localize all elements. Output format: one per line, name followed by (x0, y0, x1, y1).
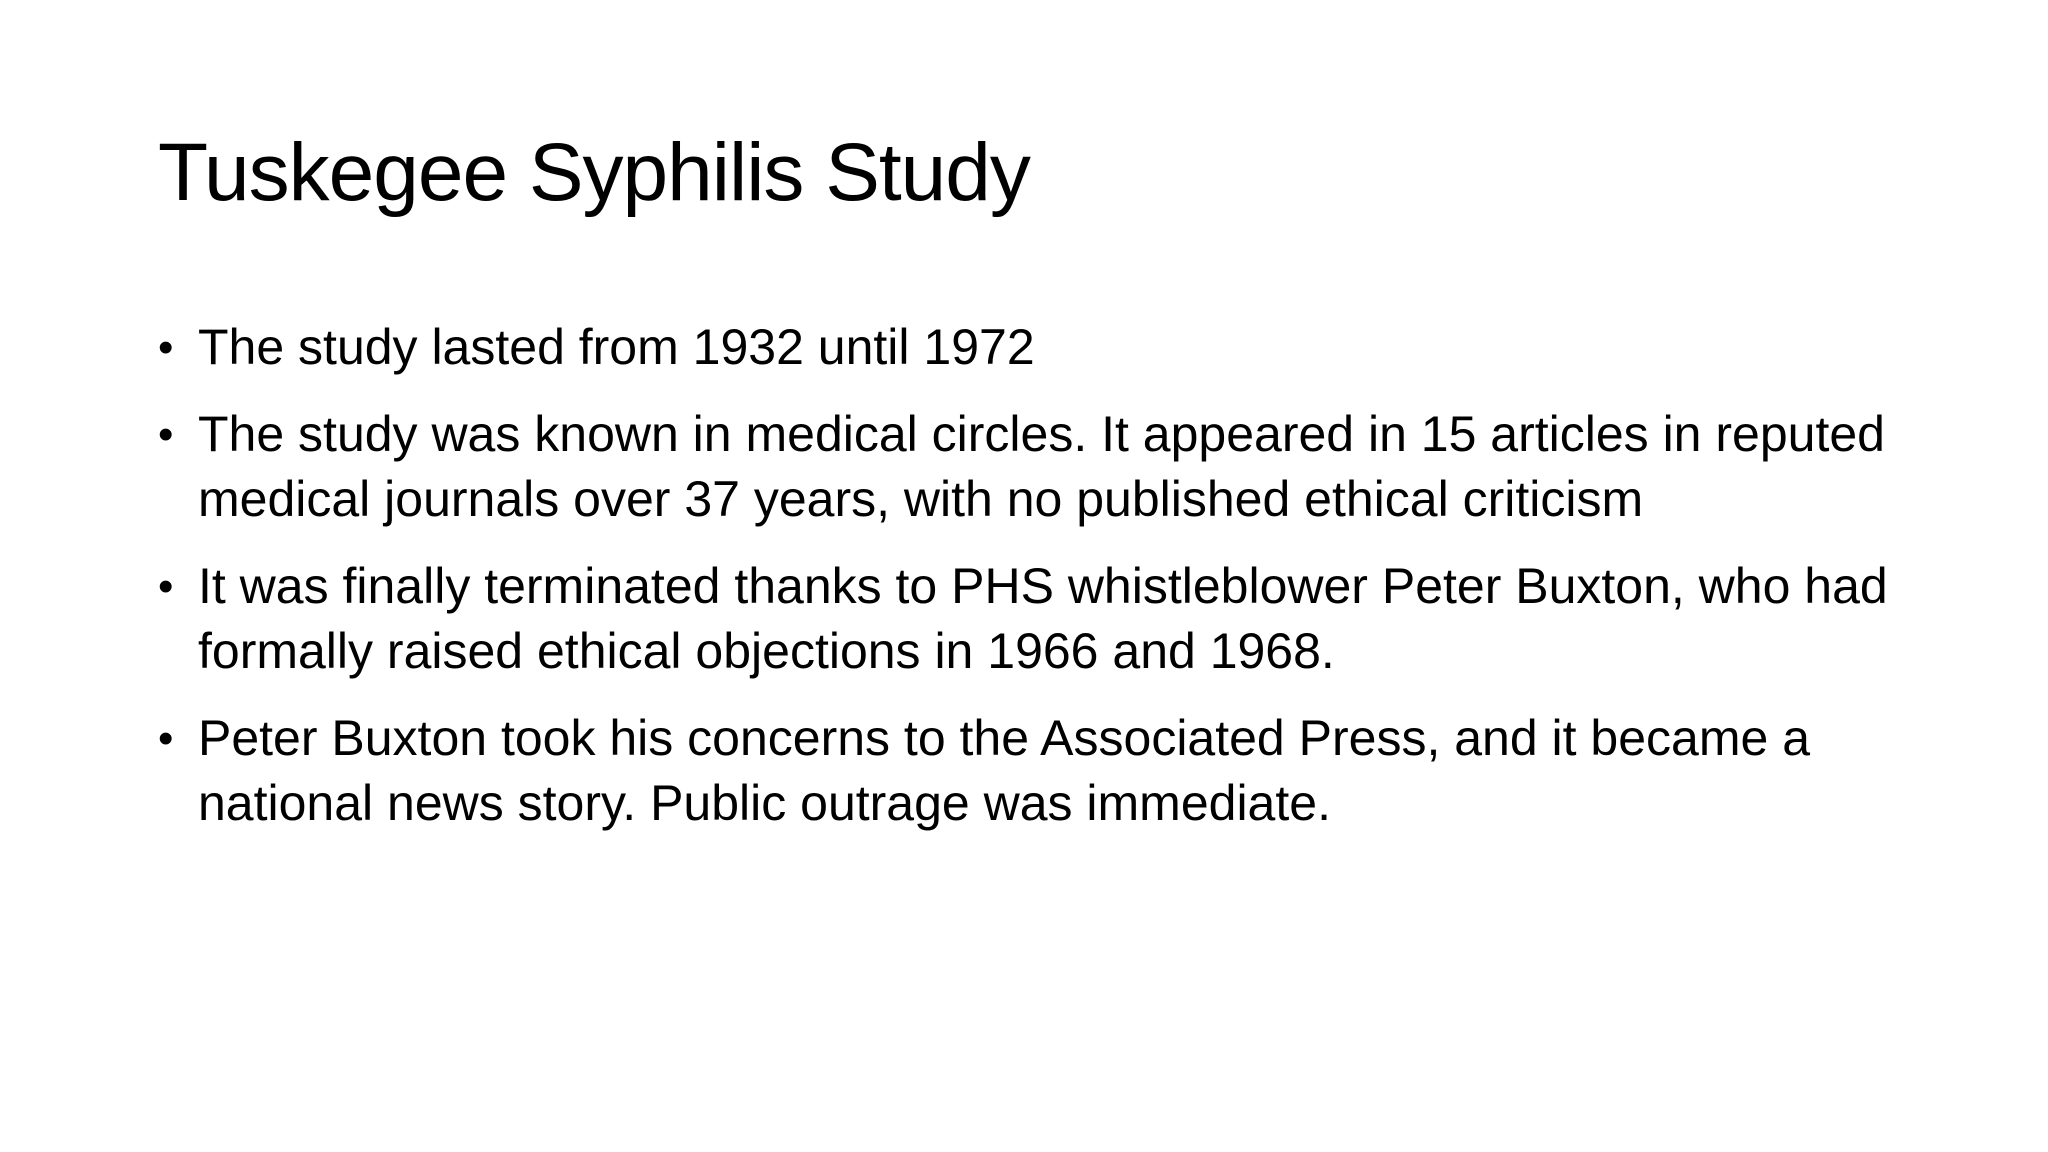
bullet-item (158, 554, 1888, 684)
bullet-icon: • (158, 562, 174, 611)
bullet-icon: • (158, 714, 174, 763)
bullet-icon: • (158, 323, 174, 372)
bullet-text: The study lasted from 1932 until 1972 (198, 319, 1035, 375)
bullet-text: Peter Buxton took his concerns to the Associated Press, and it became a national news story. Public outrage was immediate. (198, 710, 1811, 831)
bullet-text: It was finally terminated thanks to PHS whistleblower Peter Buxton, who had formally raised ethical objections in 1966 and 1968. (198, 558, 1888, 679)
slide-title: Tuskegee Syphilis Study (158, 127, 1030, 218)
bullet-list (158, 315, 1888, 858)
bullet-item (158, 315, 1888, 380)
bullet-item (158, 402, 1888, 532)
bullet-item (158, 706, 1888, 836)
bullet-text: The study was known in medical circles. It appeared in 15 articles in reputed medical journals over 37 years, with no published ethical criticism (198, 406, 1885, 527)
bullet-icon: • (158, 410, 174, 459)
